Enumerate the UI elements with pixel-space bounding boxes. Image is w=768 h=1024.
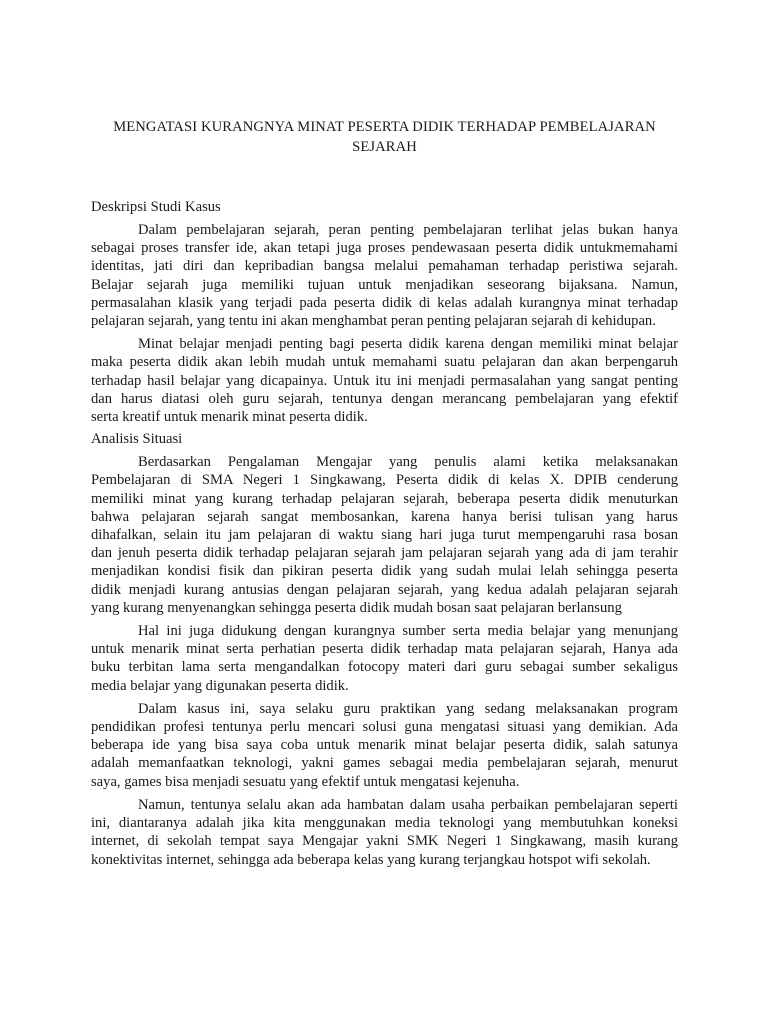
- section-heading-analisis: Analisis Situasi: [91, 431, 183, 448]
- paragraph-line: beberapa ide yang bisa saya coba untuk menarik minat belajar peserta didik, salah satunya: [91, 737, 678, 754]
- paragraph-line: untuk menarik minat serta perhatian peserta didik terhadap mata pelajaran sejarah, Hanya ada: [91, 641, 678, 658]
- paragraph-line: saya, games bisa menjadi sesuatu yang efektif untuk mengatasi kejenuha.: [91, 773, 520, 790]
- paragraph-line: adalah memanfaatkan teknologi, yakni games sebagai media pembelajaran sejarah, menurut: [91, 755, 678, 772]
- paragraph-line: serta kreatif untuk menarik minat peserta didik.: [91, 409, 368, 426]
- analisis-paragraph: [91, 453, 678, 617]
- section-heading-deskripsi: Deskripsi Studi Kasus: [91, 199, 221, 215]
- deskripsi-paragraph: [91, 335, 678, 426]
- paragraph-line: Namun, tentunya selalu akan ada hambatan dalam usaha perbaikan pembelajaran seperti: [138, 796, 678, 813]
- paragraph-line: media belajar yang digunakan peserta didik.: [91, 677, 349, 694]
- paragraph-line: identitas, jati diri dan kepribadian bangsa melalui pemahaman terhadap peristiwa sejarah.: [91, 258, 678, 275]
- analisis-paragraph: [91, 700, 678, 791]
- paragraph-line: pelajaran sejarah, yang tentu ini akan menghambat peran penting pelajaran sejarah di kehidupan.: [91, 313, 656, 330]
- document-page: [91, 117, 678, 869]
- paragraph-line: Berdasarkan Pengalaman Mengajar yang penulis alami ketika melaksanakan: [138, 454, 678, 471]
- paragraph-line: Pembelajaran di SMA Negeri 1 Singkawang, Peserta didik di kelas X. DPIB cenderung: [91, 472, 678, 489]
- paragraph-line: pendidikan profesi tentunya perlu mencari solusi guna mengatasi situasi yang demikian. Ada: [91, 719, 678, 736]
- paragraph-line: buku terbitan lama serta mengandalkan fotocopy materi dari guru sebagai sumber sekaligus: [91, 659, 678, 676]
- paragraph-line: Hal ini juga didukung dengan kurangnya sumber serta media belajar yang menunjang: [138, 623, 678, 640]
- paragraph-line: yang kurang menyenangkan sehingga peserta didik mudah bosan saat pelajaran berlansung: [91, 599, 622, 616]
- paragraph-line: menjadikan kondisi fisik dan pikiran peserta didik yang sudah mulai lelah sehingga peserta: [91, 563, 678, 580]
- paragraph-line: Belajar sejarah juga memiliki tujuan untuk menjadikan seseorang bijaksana. Namun,: [91, 276, 678, 293]
- paragraph-line: dihafalkan, selain itu jam pelajaran di waktu siang hari juga turut mempengaruhi rasa bosan: [91, 527, 678, 544]
- paragraph-line: dan jenuh peserta didik terhadap pelajaran sejarah jam pelajaran sejarah yang ada di jam terahir: [91, 545, 678, 562]
- paragraph-line: Dalam kasus ini, saya selaku guru praktikan yang sedang melaksanakan program: [138, 700, 678, 717]
- paragraph-line: maka peserta didik akan lebih mudah untuk memahami suatu pelajaran dan akan berpengaruh: [91, 354, 678, 371]
- section-body-analisis: [91, 453, 678, 868]
- paragraph-line: dan harus diatasi oleh guru sejarah, tentunya dengan merancang pembelajaran yang efektif: [91, 390, 678, 407]
- paragraph-line: konektivitas internet, sehingga ada beberapa kelas yang kurang terjangkau hotspot wifi sekolah.: [91, 851, 651, 868]
- deskripsi-paragraph: [91, 221, 678, 330]
- analisis-paragraph: [91, 796, 678, 869]
- paragraph-line: bahwa pelajaran sejarah sangat membosankan, karena hanya berisi tulisan yang harus: [91, 508, 678, 525]
- paragraph-line: Dalam pembelajaran sejarah, peran penting pembelajaran terlihat jelas bukan hanya: [138, 222, 678, 238]
- title-line-1: MENGATASI KURANGNYA MINAT PESERTA DIDIK TERHADAP PEMBELAJARAN: [113, 119, 656, 135]
- paragraph-line: terhadap hasil belajar yang dicapainya. Untuk itu ini menjadi permasalahan yang sangat penting: [91, 372, 678, 389]
- paragraph-line: memiliki minat yang kurang terhadap pelajaran sejarah, beberapa peserta didik menuturkan: [91, 490, 678, 507]
- analisis-paragraph: [91, 622, 678, 695]
- section-body-deskripsi: [91, 221, 678, 426]
- title-line-2: SEJARAH: [352, 139, 417, 155]
- paragraph-line: ini, diantaranya adalah jika kita menggunakan media teknologi yang membutuhkan koneksi: [91, 815, 678, 832]
- paragraph-line: Minat belajar menjadi penting bagi peserta didik karena dengan memiliki minat belajar: [138, 336, 678, 353]
- paragraph-line: internet, di sekolah tempat saya Mengajar yakni SMK Negeri 1 Singkawang, masih kurang: [91, 833, 678, 850]
- paragraph-line: sebagai proses transfer ide, akan tetapi juga proses pendewasaan peserta didik untukmemahami: [91, 240, 678, 257]
- paragraph-line: permasalahan klasik yang terjadi pada peserta didik di kelas adalah kurangnya minat terhadap: [91, 294, 678, 311]
- paragraph-line: didik menjadi kurang antusias dengan pelajaran sejarah, yang kedua adalah pelajaran sejarah: [91, 581, 678, 598]
- document-title: [91, 117, 678, 157]
